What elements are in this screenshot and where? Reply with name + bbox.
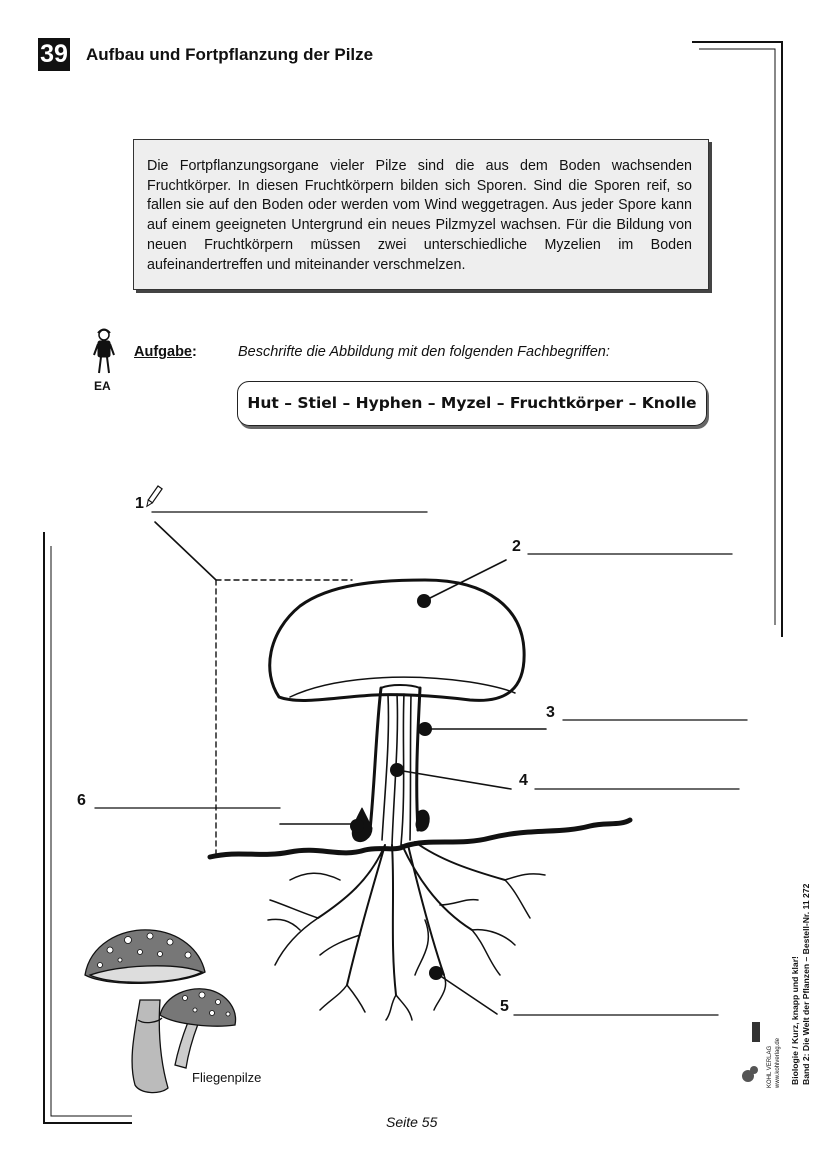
intro-text: Die Fortpflanzungsorgane vieler Pilze sind die aus dem Boden wachsenden Fruchtkörper. In diesen Fruchtkörpern bilden sich Sporen. Sind die Sporen reif, so fallen sie auf den Boden oder werden vom Wind weggetragen. Aus jeder Spore kann auf einem geeigneten Untergrund ein neues Pilzmyzel wachsen. Für die Bildung von neuen Fruchtkörpern müssen zwei unterschiedliche Myzelien im Boden aufeinandertreffen und miteinander verschmelzen. <box>147 158 692 273</box>
task-label: Aufgabe: <box>134 344 197 360</box>
order-number: Band 2: Die Welt der Pflanzen – Bestell-Nr. 11 272 <box>800 883 811 1085</box>
ea-badge: EA <box>94 379 111 393</box>
label-5: 5 <box>500 998 509 1015</box>
task-text: Beschrifte die Abbildung mit den folgenden Fachbegriffen: <box>238 344 610 360</box>
fly-agaric-caption: Fliegenpilze <box>192 1070 262 1085</box>
page-title: Aufbau und Fortpflanzung der Pilze <box>86 45 374 64</box>
label-4: 4 <box>519 772 528 789</box>
label-6: 6 <box>77 792 86 809</box>
terms-box: Hut – Stiel – Hyphen – Myzel – Fruchtkörper – Knolle <box>237 381 707 426</box>
label-3: 3 <box>546 704 555 721</box>
label-2: 2 <box>512 538 521 555</box>
publisher-url: www.kohlverlag.de <box>775 1037 781 1088</box>
label-1: 1 <box>135 495 144 512</box>
series-title: Biologie / Kurz, knapp und klar! <box>790 956 800 1085</box>
worksheet-number: 39 <box>38 38 70 71</box>
publisher-name: KOHL VERLAG <box>767 1045 773 1088</box>
page-number: Seite 55 <box>386 1114 438 1130</box>
